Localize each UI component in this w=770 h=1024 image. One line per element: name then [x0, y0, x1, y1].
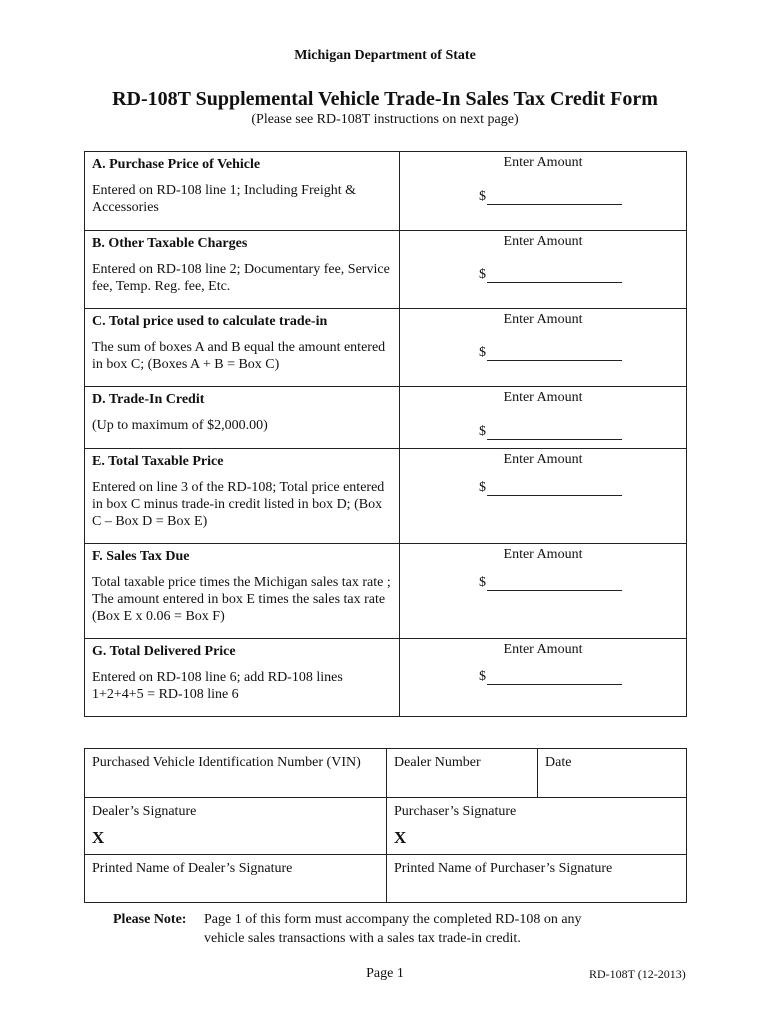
row-d-description-cell: [85, 387, 400, 449]
dollar-sign: $: [479, 424, 486, 439]
agency-name: Michigan Department of State: [294, 48, 476, 63]
row-g-description: Entered on RD-108 line 6; add RD-108 lines 1+2+4+5 = RD-108 line 6: [92, 670, 343, 702]
row-b-heading: B. Other Taxable Charges: [92, 236, 248, 251]
row-a-amount-input[interactable]: [487, 191, 622, 205]
purchaser-printed-name-label: Printed Name of Purchaser’s Signature: [394, 861, 613, 876]
row-f-amount-input[interactable]: [487, 577, 622, 591]
row-g-enter-label: Enter Amount: [503, 642, 583, 657]
row-b-description-cell: [85, 231, 400, 309]
purchaser-signature-x-mark: X: [394, 828, 407, 847]
row-d-amount-cell: [400, 387, 687, 449]
row-a-amount-cell: [400, 152, 687, 231]
row-f-amount-field[interactable]: [479, 575, 622, 591]
row-e-description-cell: [85, 449, 400, 544]
signature-table: [84, 748, 687, 903]
dealer-number-field[interactable]: [387, 749, 538, 798]
date-label: Date: [545, 755, 572, 770]
dollar-sign: $: [479, 480, 486, 495]
form-title: RD-108T Supplemental Vehicle Trade-In Sales Tax Credit Form: [112, 88, 658, 110]
row-d-amount-input[interactable]: [487, 426, 622, 440]
row-d-heading: D. Trade-In Credit: [92, 392, 205, 407]
page-number: Page 1: [366, 966, 404, 981]
row-b-amount-cell: [400, 231, 687, 309]
vin-label: Purchased Vehicle Identification Number (VIN): [92, 755, 361, 770]
row-g-amount-field[interactable]: [479, 669, 622, 685]
purchaser-signature-field[interactable]: [387, 798, 687, 855]
vin-dealer-date-row: [85, 749, 687, 798]
row-b-amount-field[interactable]: [479, 267, 622, 283]
row-d-description: (Up to maximum of $2,000.00): [92, 418, 268, 433]
row-c-amount-cell: [400, 309, 687, 387]
row-g-amount-input[interactable]: [487, 671, 622, 685]
row-f-description-cell: [85, 544, 400, 639]
row-c-heading: C. Total price used to calculate trade-in: [92, 314, 328, 329]
row-a-description-cell: [85, 152, 400, 231]
dollar-sign: $: [479, 669, 486, 684]
dollar-sign: $: [479, 189, 486, 204]
row-c-description-cell: [85, 309, 400, 387]
row-a-heading: A. Purchase Price of Vehicle: [92, 157, 261, 172]
row-a-description: Entered on RD-108 line 1; Including Freight & Accessories: [92, 183, 357, 215]
signature-row: [85, 798, 687, 855]
row-f-amount-cell: [400, 544, 687, 639]
row-e: [85, 449, 687, 544]
row-c-description: The sum of boxes A and B equal the amount entered in box C; (Boxes A + B = Box C): [92, 340, 386, 372]
dealer-printed-name-field[interactable]: [85, 855, 387, 903]
note-label: Please Note:: [113, 912, 187, 927]
row-c: [85, 309, 687, 387]
dollar-sign: $: [479, 345, 486, 360]
row-e-description: Entered on line 3 of the RD-108; Total price entered in box C minus trade-in credit listed in box D; (Box C – Box D = Box E): [92, 480, 385, 529]
row-e-enter-label: Enter Amount: [503, 452, 583, 467]
dealer-number-label: Dealer Number: [394, 755, 481, 770]
dealer-signature-x-mark: X: [92, 828, 105, 847]
dollar-sign: $: [479, 267, 486, 282]
form-id: RD-108T (12-2013): [589, 967, 686, 981]
row-g: [85, 639, 687, 717]
purchaser-signature-label: Purchaser’s Signature: [394, 804, 517, 819]
row-c-enter-label: Enter Amount: [503, 312, 583, 327]
dollar-sign: $: [479, 575, 486, 590]
row-d-amount-field[interactable]: [479, 424, 622, 440]
row-f-enter-label: Enter Amount: [503, 547, 583, 562]
purchaser-printed-name-field[interactable]: [387, 855, 687, 903]
row-g-amount-cell: [400, 639, 687, 717]
row-e-heading: E. Total Taxable Price: [92, 454, 224, 469]
row-g-heading: G. Total Delivered Price: [92, 644, 236, 659]
row-b-amount-input[interactable]: [487, 269, 622, 283]
note-text: Page 1 of this form must accompany the completed RD-108 on any vehicle sales transactions with a sales tax trade-in credit.: [204, 912, 582, 946]
row-e-amount-cell: [400, 449, 687, 544]
row-g-description-cell: [85, 639, 400, 717]
row-e-amount-field[interactable]: [479, 480, 622, 496]
row-b: [85, 231, 687, 309]
row-a-enter-label: Enter Amount: [503, 155, 583, 170]
printed-name-row: [85, 855, 687, 903]
please-note: [113, 910, 604, 948]
row-f-heading: F. Sales Tax Due: [92, 549, 190, 564]
row-a: [85, 152, 687, 231]
row-f: [85, 544, 687, 639]
calculation-table: [84, 151, 687, 717]
date-field[interactable]: [538, 749, 687, 798]
row-b-description: Entered on RD-108 line 2; Documentary fee, Service fee, Temp. Reg. fee, Etc.: [92, 262, 390, 294]
dealer-printed-name-label: Printed Name of Dealer’s Signature: [92, 861, 293, 876]
form-subtitle: (Please see RD-108T instructions on next page): [251, 112, 519, 127]
row-d: [85, 387, 687, 449]
row-a-amount-field[interactable]: [479, 189, 622, 205]
row-c-amount-input[interactable]: [487, 347, 622, 361]
row-e-amount-input[interactable]: [487, 482, 622, 496]
row-c-amount-field[interactable]: [479, 345, 622, 361]
dealer-signature-label: Dealer’s Signature: [92, 804, 197, 819]
vin-field[interactable]: [85, 749, 387, 798]
row-b-enter-label: Enter Amount: [503, 234, 583, 249]
dealer-signature-field[interactable]: [85, 798, 387, 855]
row-f-description: Total taxable price times the Michigan sales tax rate ; The amount entered in box E times the sales tax rate (Box E x 0.06 = Box F): [92, 575, 391, 624]
row-d-enter-label: Enter Amount: [503, 390, 583, 405]
